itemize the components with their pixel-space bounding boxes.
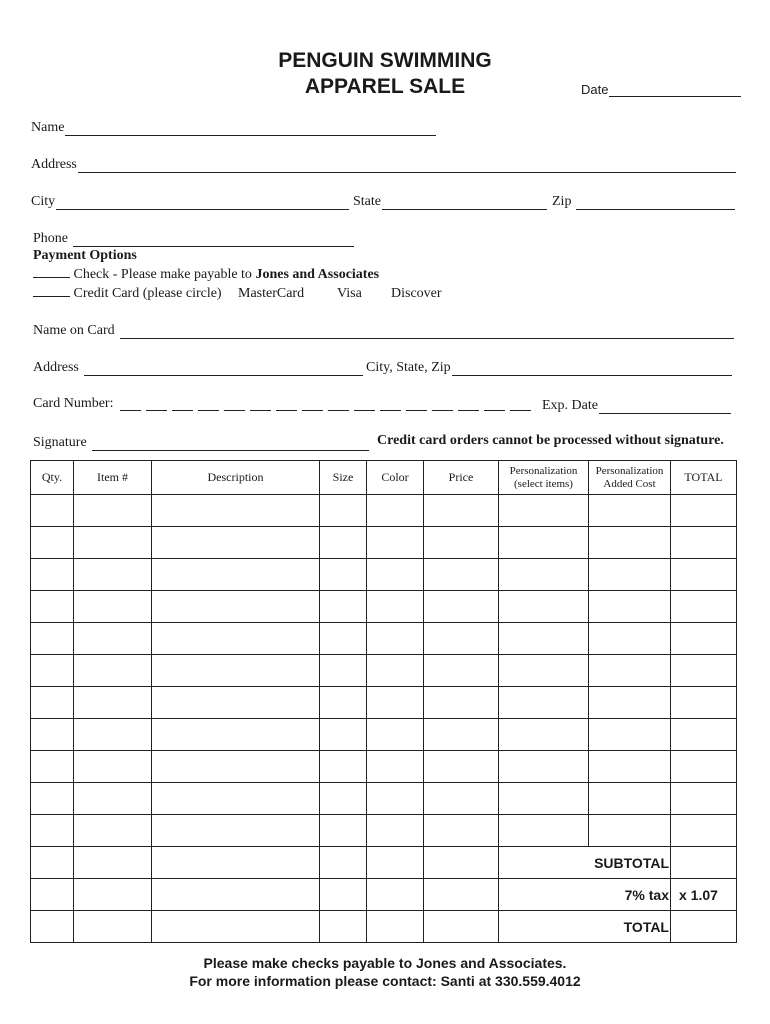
table-cell[interactable] bbox=[424, 815, 499, 847]
table-cell[interactable] bbox=[74, 591, 152, 623]
table-cell[interactable] bbox=[152, 559, 320, 591]
table-cell[interactable] bbox=[152, 719, 320, 751]
table-cell[interactable] bbox=[31, 783, 74, 815]
footer-line2: For more information please contact: Santi at 330.559.4012 bbox=[189, 973, 581, 989]
table-cell[interactable] bbox=[671, 559, 737, 591]
city-state-zip-field[interactable] bbox=[366, 358, 732, 376]
address-line[interactable] bbox=[78, 158, 736, 173]
table-cell[interactable] bbox=[31, 815, 74, 847]
phone-line[interactable] bbox=[73, 232, 354, 247]
card-digit-blank[interactable] bbox=[510, 396, 531, 411]
card-option-mastercard[interactable]: MasterCard bbox=[238, 286, 305, 301]
table-cell[interactable] bbox=[152, 847, 320, 879]
table-cell[interactable] bbox=[152, 527, 320, 559]
card-digit-blank[interactable] bbox=[224, 396, 245, 411]
tax-value: x 1.07 bbox=[671, 879, 737, 911]
tax-label: 7% tax bbox=[499, 879, 671, 911]
table-cell[interactable] bbox=[424, 623, 499, 655]
table-cell[interactable] bbox=[589, 783, 671, 815]
zip-label: Zip bbox=[552, 194, 572, 209]
table-cell[interactable] bbox=[367, 559, 424, 591]
exp-date-line[interactable] bbox=[599, 399, 731, 414]
total-label: TOTAL bbox=[499, 911, 671, 943]
card-digit-blank[interactable] bbox=[458, 396, 479, 411]
card-digit-blank[interactable] bbox=[146, 396, 167, 411]
col-header-personalization: Personalization (select items) bbox=[499, 461, 589, 495]
card-digit-blank[interactable] bbox=[380, 396, 401, 411]
table-cell[interactable] bbox=[499, 495, 589, 527]
table-cell[interactable] bbox=[31, 719, 74, 751]
total-value-cell[interactable] bbox=[671, 911, 737, 943]
card-digit-blank[interactable] bbox=[250, 396, 271, 411]
exp-date-label: Exp. Date bbox=[542, 398, 598, 413]
card-address-line[interactable] bbox=[84, 361, 363, 376]
table-row[interactable] bbox=[31, 623, 737, 655]
table-cell[interactable] bbox=[74, 879, 152, 911]
exp-date-field[interactable] bbox=[542, 396, 731, 414]
order-table bbox=[30, 460, 737, 943]
table-cell[interactable] bbox=[74, 783, 152, 815]
card-digit-blank[interactable] bbox=[120, 396, 141, 411]
name-label: Name bbox=[31, 120, 65, 135]
table-cell[interactable] bbox=[320, 495, 367, 527]
city-label: City bbox=[31, 194, 56, 209]
table-cell[interactable] bbox=[152, 911, 320, 943]
table-cell[interactable] bbox=[589, 495, 671, 527]
table-cell[interactable] bbox=[74, 815, 152, 847]
date-line[interactable] bbox=[609, 82, 741, 97]
table-cell[interactable] bbox=[424, 911, 499, 943]
table-cell[interactable] bbox=[589, 815, 671, 847]
col-header-item: Item # bbox=[74, 461, 152, 495]
state-line[interactable] bbox=[382, 195, 547, 210]
table-cell[interactable] bbox=[367, 719, 424, 751]
table-cell[interactable] bbox=[671, 687, 737, 719]
table-cell[interactable] bbox=[152, 879, 320, 911]
name-on-card-line[interactable] bbox=[120, 324, 734, 339]
zip-line[interactable] bbox=[576, 195, 735, 210]
table-cell[interactable] bbox=[589, 719, 671, 751]
total-row bbox=[31, 911, 737, 943]
name-on-card-label: Name on Card bbox=[33, 323, 115, 338]
table-cell[interactable] bbox=[671, 655, 737, 687]
card-digit-blank[interactable] bbox=[328, 396, 349, 411]
date-field[interactable] bbox=[581, 79, 741, 97]
check-text: Check - Please make payable to bbox=[73, 267, 252, 282]
table-cell[interactable] bbox=[31, 687, 74, 719]
credit-card-text: Credit Card (please circle) bbox=[73, 286, 222, 301]
card-number-label: Card Number: bbox=[33, 396, 114, 411]
table-cell[interactable] bbox=[499, 591, 589, 623]
table-cell[interactable] bbox=[589, 655, 671, 687]
zip-field[interactable] bbox=[552, 192, 735, 210]
table-cell[interactable] bbox=[320, 847, 367, 879]
table-cell[interactable] bbox=[320, 687, 367, 719]
signature-field[interactable] bbox=[33, 433, 369, 451]
table-cell[interactable] bbox=[320, 623, 367, 655]
table-cell[interactable] bbox=[367, 879, 424, 911]
city-field[interactable] bbox=[31, 192, 349, 210]
table-cell[interactable] bbox=[424, 495, 499, 527]
table-cell[interactable] bbox=[320, 751, 367, 783]
table-cell[interactable] bbox=[424, 751, 499, 783]
table-cell[interactable] bbox=[367, 687, 424, 719]
table-cell[interactable] bbox=[671, 495, 737, 527]
table-cell[interactable] bbox=[367, 655, 424, 687]
subtotal-row bbox=[31, 847, 737, 879]
table-cell[interactable] bbox=[589, 591, 671, 623]
card-digit-blank[interactable] bbox=[198, 396, 219, 411]
table-cell[interactable] bbox=[671, 623, 737, 655]
table-cell[interactable] bbox=[320, 783, 367, 815]
card-digit-blank[interactable] bbox=[484, 396, 505, 411]
col-header-personalization-cost: Personalization Added Cost bbox=[589, 461, 671, 495]
table-cell[interactable] bbox=[320, 815, 367, 847]
table-cell[interactable] bbox=[152, 623, 320, 655]
table-cell[interactable] bbox=[589, 527, 671, 559]
table-row[interactable] bbox=[31, 527, 737, 559]
check-payee: Jones and Associates bbox=[255, 267, 380, 282]
date-label: Date bbox=[581, 82, 609, 97]
table-cell[interactable] bbox=[589, 623, 671, 655]
table-cell[interactable] bbox=[152, 815, 320, 847]
table-cell[interactable] bbox=[499, 559, 589, 591]
table-row[interactable] bbox=[31, 559, 737, 591]
table-cell[interactable] bbox=[424, 559, 499, 591]
table-cell[interactable] bbox=[31, 847, 74, 879]
card-digit-blank[interactable] bbox=[302, 396, 323, 411]
table-cell[interactable] bbox=[320, 879, 367, 911]
table-cell[interactable] bbox=[152, 783, 320, 815]
city-state-zip-line[interactable] bbox=[452, 361, 732, 376]
table-cell[interactable] bbox=[74, 687, 152, 719]
table-cell[interactable] bbox=[74, 495, 152, 527]
table-cell[interactable] bbox=[367, 751, 424, 783]
table-row[interactable] bbox=[31, 591, 737, 623]
table-cell[interactable] bbox=[671, 751, 737, 783]
subtotal-label: SUBTOTAL bbox=[499, 847, 671, 879]
table-cell[interactable] bbox=[671, 719, 737, 751]
card-digit-blank[interactable] bbox=[354, 396, 375, 411]
table-cell[interactable] bbox=[671, 783, 737, 815]
card-option-discover[interactable]: Discover bbox=[391, 286, 442, 301]
table-cell[interactable] bbox=[31, 591, 74, 623]
table-cell[interactable] bbox=[74, 719, 152, 751]
table-header-row bbox=[31, 461, 737, 495]
table-cell[interactable] bbox=[424, 879, 499, 911]
card-digit-blank[interactable] bbox=[276, 396, 297, 411]
table-cell[interactable] bbox=[152, 751, 320, 783]
table-cell[interactable] bbox=[74, 559, 152, 591]
table-cell[interactable] bbox=[74, 655, 152, 687]
table-row[interactable] bbox=[31, 783, 737, 815]
table-row[interactable] bbox=[31, 687, 737, 719]
table-cell[interactable] bbox=[499, 783, 589, 815]
col-header-size: Size bbox=[320, 461, 367, 495]
table-cell[interactable] bbox=[499, 655, 589, 687]
card-option-visa[interactable]: Visa bbox=[337, 286, 362, 301]
table-cell[interactable] bbox=[424, 783, 499, 815]
card-digit-blank[interactable] bbox=[406, 396, 427, 411]
city-line[interactable] bbox=[56, 195, 349, 210]
table-cell[interactable] bbox=[31, 623, 74, 655]
table-cell[interactable] bbox=[671, 815, 737, 847]
table-row[interactable] bbox=[31, 655, 737, 687]
table-cell[interactable] bbox=[671, 527, 737, 559]
table-cell[interactable] bbox=[367, 847, 424, 879]
col-header-qty: Qty. bbox=[31, 461, 74, 495]
table-cell[interactable] bbox=[74, 527, 152, 559]
form-title-line2: APPAREL SALE bbox=[304, 75, 466, 98]
credit-card-option bbox=[33, 286, 222, 302]
table-cell[interactable] bbox=[31, 751, 74, 783]
footer-line1: Please make checks payable to Jones and Associates. bbox=[203, 955, 567, 971]
table-cell[interactable] bbox=[74, 911, 152, 943]
table-cell[interactable] bbox=[74, 847, 152, 879]
card-address-field[interactable] bbox=[33, 358, 363, 376]
city-state-zip-label: City, State, Zip bbox=[366, 360, 451, 375]
form-title-line1: PENGUIN SWIMMING bbox=[278, 49, 492, 72]
table-cell[interactable] bbox=[499, 687, 589, 719]
col-header-price: Price bbox=[424, 461, 499, 495]
table-cell[interactable] bbox=[320, 655, 367, 687]
address-label: Address bbox=[31, 157, 77, 172]
table-cell[interactable] bbox=[74, 751, 152, 783]
col-header-total: TOTAL bbox=[671, 461, 737, 495]
signature-line[interactable] bbox=[92, 436, 369, 451]
phone-field[interactable] bbox=[33, 229, 354, 247]
payment-options-heading: Payment Options bbox=[33, 248, 137, 263]
col-header-description: Description bbox=[152, 461, 320, 495]
table-cell[interactable] bbox=[424, 527, 499, 559]
table-cell[interactable] bbox=[31, 655, 74, 687]
table-cell[interactable] bbox=[320, 591, 367, 623]
subtotal-value-cell[interactable] bbox=[671, 847, 737, 879]
table-cell[interactable] bbox=[499, 623, 589, 655]
table-cell[interactable] bbox=[74, 623, 152, 655]
table-cell[interactable] bbox=[152, 495, 320, 527]
card-number-blanks[interactable] bbox=[120, 396, 538, 414]
table-cell[interactable] bbox=[499, 751, 589, 783]
signature-note: Credit card orders cannot be processed without signature. bbox=[377, 433, 724, 448]
table-cell[interactable] bbox=[367, 495, 424, 527]
table-cell[interactable] bbox=[589, 751, 671, 783]
name-field[interactable] bbox=[31, 118, 436, 136]
check-option bbox=[33, 267, 379, 283]
table-cell[interactable] bbox=[367, 527, 424, 559]
table-cell[interactable] bbox=[367, 591, 424, 623]
table-cell[interactable] bbox=[367, 783, 424, 815]
table-cell[interactable] bbox=[320, 719, 367, 751]
tax-row bbox=[31, 879, 737, 911]
card-address-label: Address bbox=[33, 360, 79, 375]
address-field[interactable] bbox=[31, 155, 736, 173]
table-cell[interactable] bbox=[31, 527, 74, 559]
table-cell[interactable] bbox=[31, 911, 74, 943]
state-label: State bbox=[353, 194, 381, 209]
table-cell[interactable] bbox=[31, 559, 74, 591]
card-digit-blank[interactable] bbox=[432, 396, 453, 411]
table-cell[interactable] bbox=[152, 591, 320, 623]
phone-label: Phone bbox=[33, 231, 68, 246]
table-row[interactable] bbox=[31, 815, 737, 847]
table-cell[interactable] bbox=[499, 719, 589, 751]
card-digit-blank[interactable] bbox=[172, 396, 193, 411]
state-field[interactable] bbox=[353, 192, 547, 210]
table-cell[interactable] bbox=[424, 687, 499, 719]
table-cell[interactable] bbox=[589, 687, 671, 719]
table-row[interactable] bbox=[31, 751, 737, 783]
table-cell[interactable] bbox=[152, 687, 320, 719]
table-row[interactable] bbox=[31, 495, 737, 527]
table-cell[interactable] bbox=[424, 847, 499, 879]
table-cell[interactable] bbox=[320, 911, 367, 943]
check-blank[interactable] bbox=[33, 277, 70, 278]
table-cell[interactable] bbox=[499, 815, 589, 847]
table-cell[interactable] bbox=[367, 911, 424, 943]
table-row[interactable] bbox=[31, 719, 737, 751]
table-cell[interactable] bbox=[31, 879, 74, 911]
table-cell[interactable] bbox=[424, 719, 499, 751]
credit-card-blank[interactable] bbox=[33, 296, 70, 297]
table-cell[interactable] bbox=[424, 591, 499, 623]
table-cell[interactable] bbox=[671, 591, 737, 623]
table-cell[interactable] bbox=[367, 623, 424, 655]
table-cell[interactable] bbox=[320, 527, 367, 559]
table-cell[interactable] bbox=[152, 655, 320, 687]
col-header-color: Color bbox=[367, 461, 424, 495]
table-cell[interactable] bbox=[424, 655, 499, 687]
table-cell[interactable] bbox=[31, 495, 74, 527]
table-cell[interactable] bbox=[499, 527, 589, 559]
table-cell[interactable] bbox=[320, 559, 367, 591]
signature-label: Signature bbox=[33, 435, 87, 450]
table-cell[interactable] bbox=[589, 559, 671, 591]
table-cell[interactable] bbox=[367, 815, 424, 847]
name-line[interactable] bbox=[65, 121, 436, 136]
name-on-card-field[interactable] bbox=[33, 321, 734, 339]
